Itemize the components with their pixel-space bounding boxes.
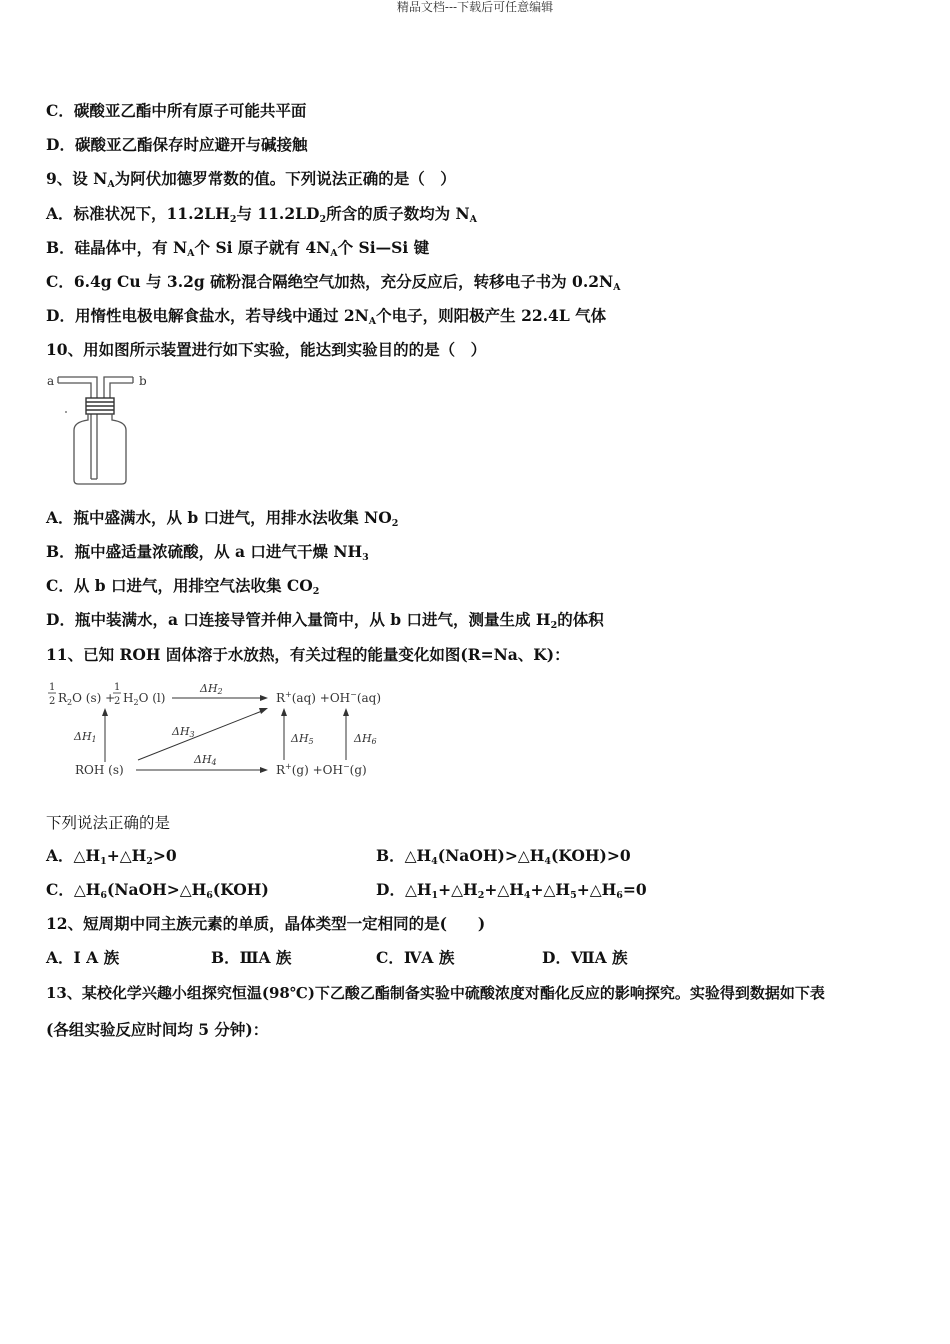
q8-option-d: D．碳酸亚乙酯保存时应避开与碱接触 bbox=[46, 135, 308, 154]
q12-option-c: C．ⅣA 族 bbox=[376, 948, 455, 967]
q9-option-a: A．标准状况下，$11.2LH_2$与 $11.2LD_2$所含的质子数均为 $N_A$ bbox=[46, 204, 478, 225]
q12-stem: 12、短周期中同主族元素的单质，晶体类型一定相同的是( ) bbox=[46, 914, 486, 933]
q11-option-d: D．$\triangle H_1+\triangle H_2+\triangle H_4+\triangle H_5+\triangle H_6=0$ bbox=[376, 880, 647, 901]
gas-washing-bottle-figure bbox=[44, 372, 154, 488]
gas-ions-label: R+(g) +OH−(g) bbox=[276, 762, 367, 777]
frac-num-2: 1 bbox=[114, 682, 121, 693]
dh6-label: ΔH6 bbox=[354, 732, 377, 746]
q9-stem: 9、设 $N_A$为阿伏加德罗常数的值。下列说法正确的是（ ） bbox=[46, 169, 456, 190]
page-header: 精品文档---下载后可任意编辑 bbox=[396, 0, 554, 14]
q11-stem: 11、已知 ROH 固体溶于水放热，有关过程的能量变化如图(R=Na、K)： bbox=[46, 645, 570, 664]
aq-ions-label: R+(aq) +OH−(aq) bbox=[276, 690, 382, 705]
q8-option-c: C．碳酸亚乙酯中所有原子可能共平面 bbox=[46, 101, 307, 120]
frac-num-1: 1 bbox=[49, 682, 56, 693]
q13-stem-line1: 13、某校化学兴趣小组探究恒温(98℃)下乙酸乙酯制备实验中硫酸浓度对酯化反应的影响探究。实验得到数据如下表 bbox=[46, 984, 825, 1002]
q11-prompt: 下列说法正确的是 bbox=[46, 814, 171, 832]
h2o-label: H bbox=[123, 691, 134, 705]
dh2-label: ΔH2 bbox=[200, 682, 223, 696]
q10-option-d: D．瓶中装满水，a 口连接导管并伸入量筒中，从 b 口进气，测量生成 $H_2$的体积 bbox=[46, 610, 604, 631]
frac-den-2: 2 bbox=[114, 696, 121, 707]
q10-stem: 10、用如图所示装置进行如下实验，能达到实验目的的是（ ） bbox=[46, 340, 487, 359]
q12-option-b: B．ⅢA 族 bbox=[211, 948, 292, 967]
dh1-label: ΔH1 bbox=[74, 730, 97, 744]
q9-option-c: C．6.4g Cu 与 3.2g 硫粉混合隔绝空气加热，充分反应后，转移电子书为 $0.2N_A$ bbox=[46, 272, 621, 293]
q12-option-d: D．ⅦA 族 bbox=[542, 948, 628, 967]
q13-stem-line2: (各组实验反应时间均 5 分钟)： bbox=[46, 1020, 269, 1039]
q10-option-b: B．瓶中盛适量浓硫酸，从 a 口进气干燥 $NH_3$ bbox=[46, 542, 369, 563]
dh4-label: ΔH4 bbox=[194, 753, 217, 767]
roh-label: ROH (s) bbox=[75, 763, 124, 777]
dh5-label: ΔH5 bbox=[291, 732, 314, 746]
dh3-label: ΔH3 bbox=[172, 725, 195, 739]
q10-option-a: A．瓶中盛满水，从 b 口进气，用排水法收集 $NO_2$ bbox=[46, 508, 399, 529]
q9-option-b: B．硅晶体中，有 $N_A$个 Si 原子就有 $4N_A$个 Si—Si 键 bbox=[46, 238, 430, 259]
energy-cycle-diagram bbox=[44, 678, 394, 782]
r2o-label: R bbox=[58, 691, 68, 705]
q11-option-b: B．$\triangle H_4(NaOH)>\triangle H_4(KOH)>0$ bbox=[376, 846, 631, 867]
q10-option-c: C．从 b 口进气，用排空气法收集 $CO_2$ bbox=[46, 576, 320, 597]
svg-text:R2O (s) +: $R_2O$ (s) + bbox=[58, 691, 116, 707]
q11-option-a: A．$\triangle H_1+\triangle H_2>0$ bbox=[46, 846, 177, 867]
fig-label-a: a bbox=[47, 374, 55, 388]
svg-text:H2O (l): $H_2O$ (l) bbox=[123, 691, 166, 707]
frac-den-1: 2 bbox=[49, 696, 56, 707]
q11-option-c: C．$\triangle H_6(NaOH>\triangle H_6(KOH)$ bbox=[46, 880, 269, 901]
q9-option-d: D．用惰性电极电解食盐水，若导线中通过 $2N_A$个电子，则阳极产生 22.4L 气体 bbox=[46, 306, 607, 327]
q12-option-a: A．Ⅰ A 族 bbox=[46, 948, 120, 967]
fig-label-b: b bbox=[139, 374, 147, 388]
